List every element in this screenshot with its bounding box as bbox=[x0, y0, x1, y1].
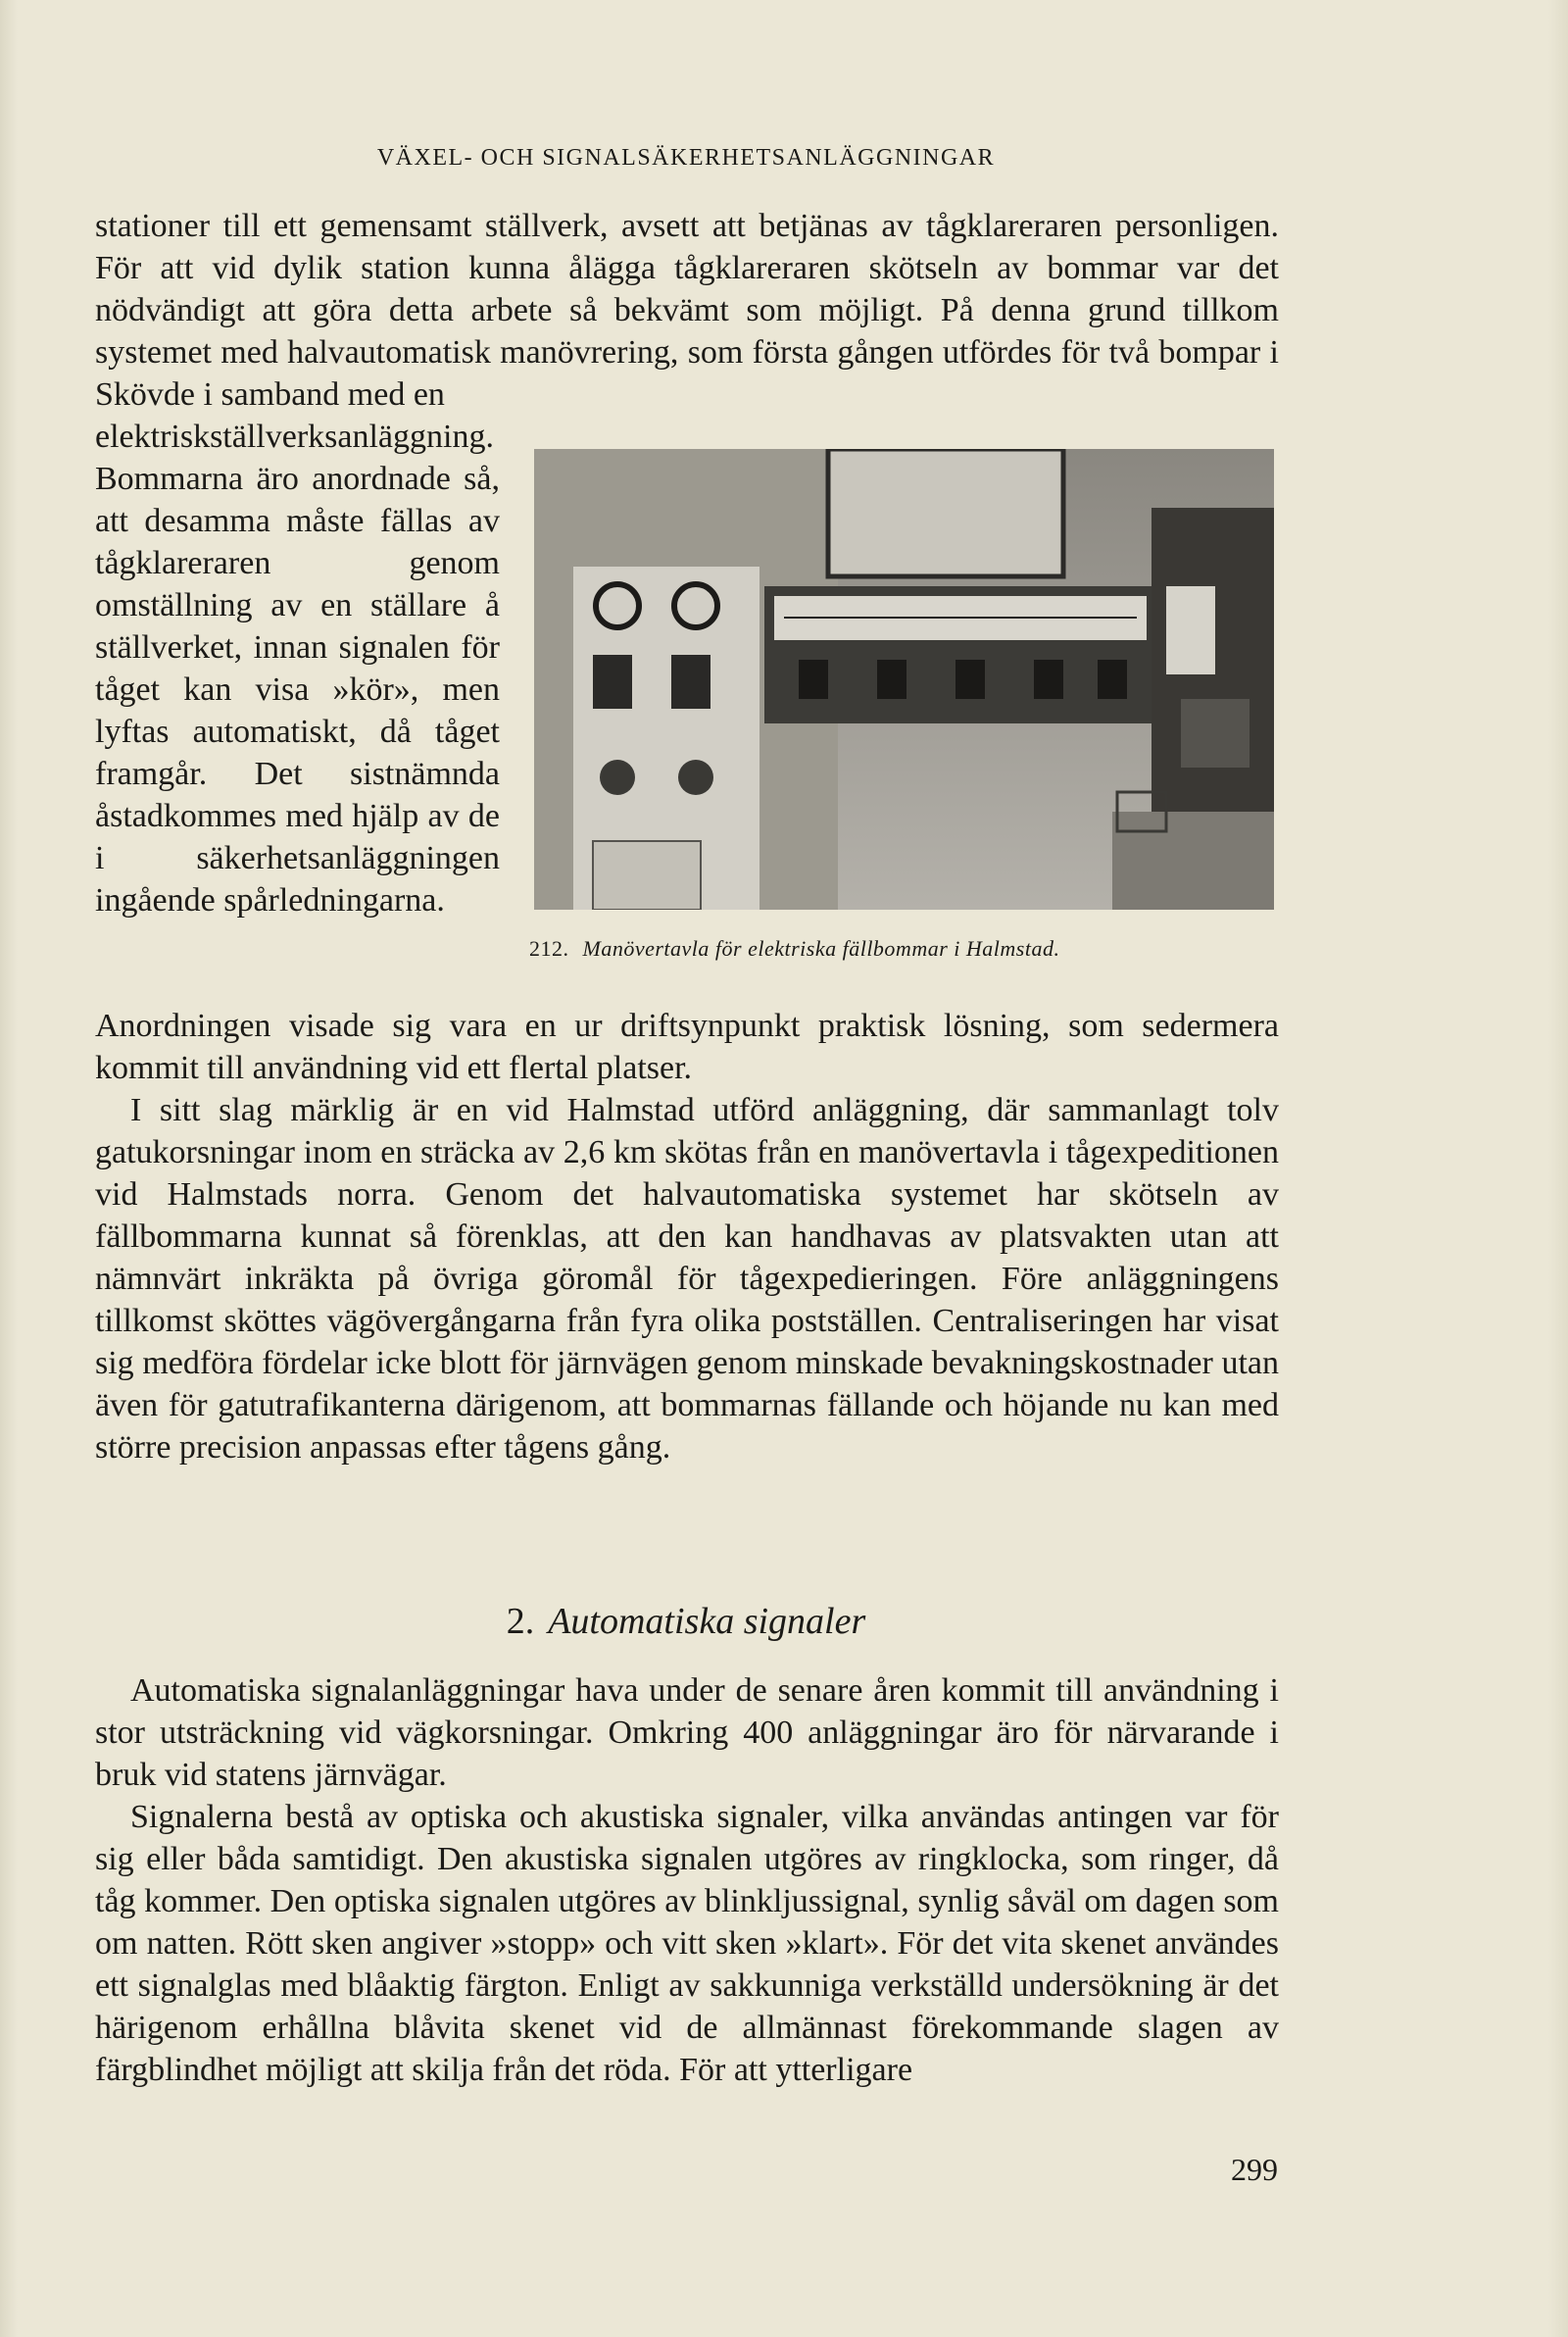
paragraph-2: I sitt slag märklig är en vid Halmstad utförd anläggning, där sammanlagt tolv gatukorsningar inom en sträcka av 2,6 km skötas från en manövertavla i tågexpeditionen vid Halmstads norra. Genom det halvautomatiska systemet har skötseln av fällbommarna kunnat så förenklas, att den kan handhavas av platsvakten utan att nämnvärt inkräkta på övriga göromål för tågexpedieringen. Före anläggningens tillkomst sköttes vägövergångarna från fyra olika postställen. Centraliseringen har visat sig medföra fördelar icke blott för järnvägen genom minskade bevakningskostnader utan även för gatutrafikanterna därigenom, att bommarnas fällande och höjande nu kan med större precision anpassas efter tågens gång. bbox=[95, 1092, 1279, 1466]
figure-caption bbox=[529, 936, 1279, 962]
figure-number: 212. bbox=[529, 936, 569, 961]
body-block-3 bbox=[95, 1669, 1279, 2091]
paragraph-1 bbox=[95, 205, 1279, 416]
section-number: 2. bbox=[506, 1601, 535, 1642]
section-title: Automatiska signaler bbox=[548, 1601, 866, 1642]
control-panel-photo bbox=[534, 449, 1274, 910]
running-head: VÄXEL- OCH SIGNALSÄKERHETSANLÄGGNINGAR bbox=[376, 145, 996, 171]
body-block-2 bbox=[95, 1005, 1279, 1468]
paragraph-1-side-text: elektriskställverksanläggning. Bommarna äro anordnade så, att desamma måste fällas av tågklareraren genom omställning av en ställare å ställverket, innan signalen för tåget kan visa »kör», men lyftas automatiskt, då tåget framgår. Det sistnämnda åstadkommes med hjälp av de i säkerhetsanläggningen ingående spårledningarna. bbox=[95, 419, 500, 919]
figure-photo bbox=[534, 449, 1274, 910]
paragraph-3: Automatiska signalanläggningar hava under de senare åren kommit till användning i stor utsträckning vid vägkorsningar. Omkring 400 anläggningar äro för närvarande i bruk vid statens järnvägar. bbox=[95, 1672, 1279, 1793]
figure-caption-text: Manövertavla för elektriska fällbommar i Halmstad. bbox=[582, 936, 1060, 961]
paragraph-1-end: Anordningen visade sig vara en ur driftsynpunkt praktisk lösning, som sedermera kommit till användning vid ett flertal platser. bbox=[95, 1008, 1279, 1086]
page-number: 299 bbox=[1231, 2152, 1278, 2187]
paragraph-4: Signalerna bestå av optiska och akustiska signaler, vilka användas antingen var för sig eller båda samtidigt. Den akustiska signalen utgöres av ringklocka, som ringer, då tåg kommer. Den optiska signalen utgöres av blinkljussignal, synlig såväl om dagen som om natten. Rött sken angiver »stopp» och vitt sken »klart». För det vita skenet användes ett signalglas med blåaktig färgton. Enligt av sakkunniga verkställd undersökning är det härigenom erhållna blåvita skenet vid de allmännast förekommande slagen av färgblindhet möjligt att skilja från det röda. För att ytterligare bbox=[95, 1799, 1279, 2088]
paragraph-1-side bbox=[95, 416, 500, 921]
paragraph-1-text: stationer till ett gemensamt ställverk, avsett att betjänas av tågklareraren personligen. För att vid dylik station kunna ålägga tågklareraren skötseln av bommar var det nödvändigt att göra detta arbete så bekvämt som möjligt. På denna grund tillkom systemet med halvautomatisk manövrering, som första gången utfördes för två bompar i Skövde i samband med en bbox=[95, 208, 1279, 413]
section-heading bbox=[0, 1600, 1372, 1643]
